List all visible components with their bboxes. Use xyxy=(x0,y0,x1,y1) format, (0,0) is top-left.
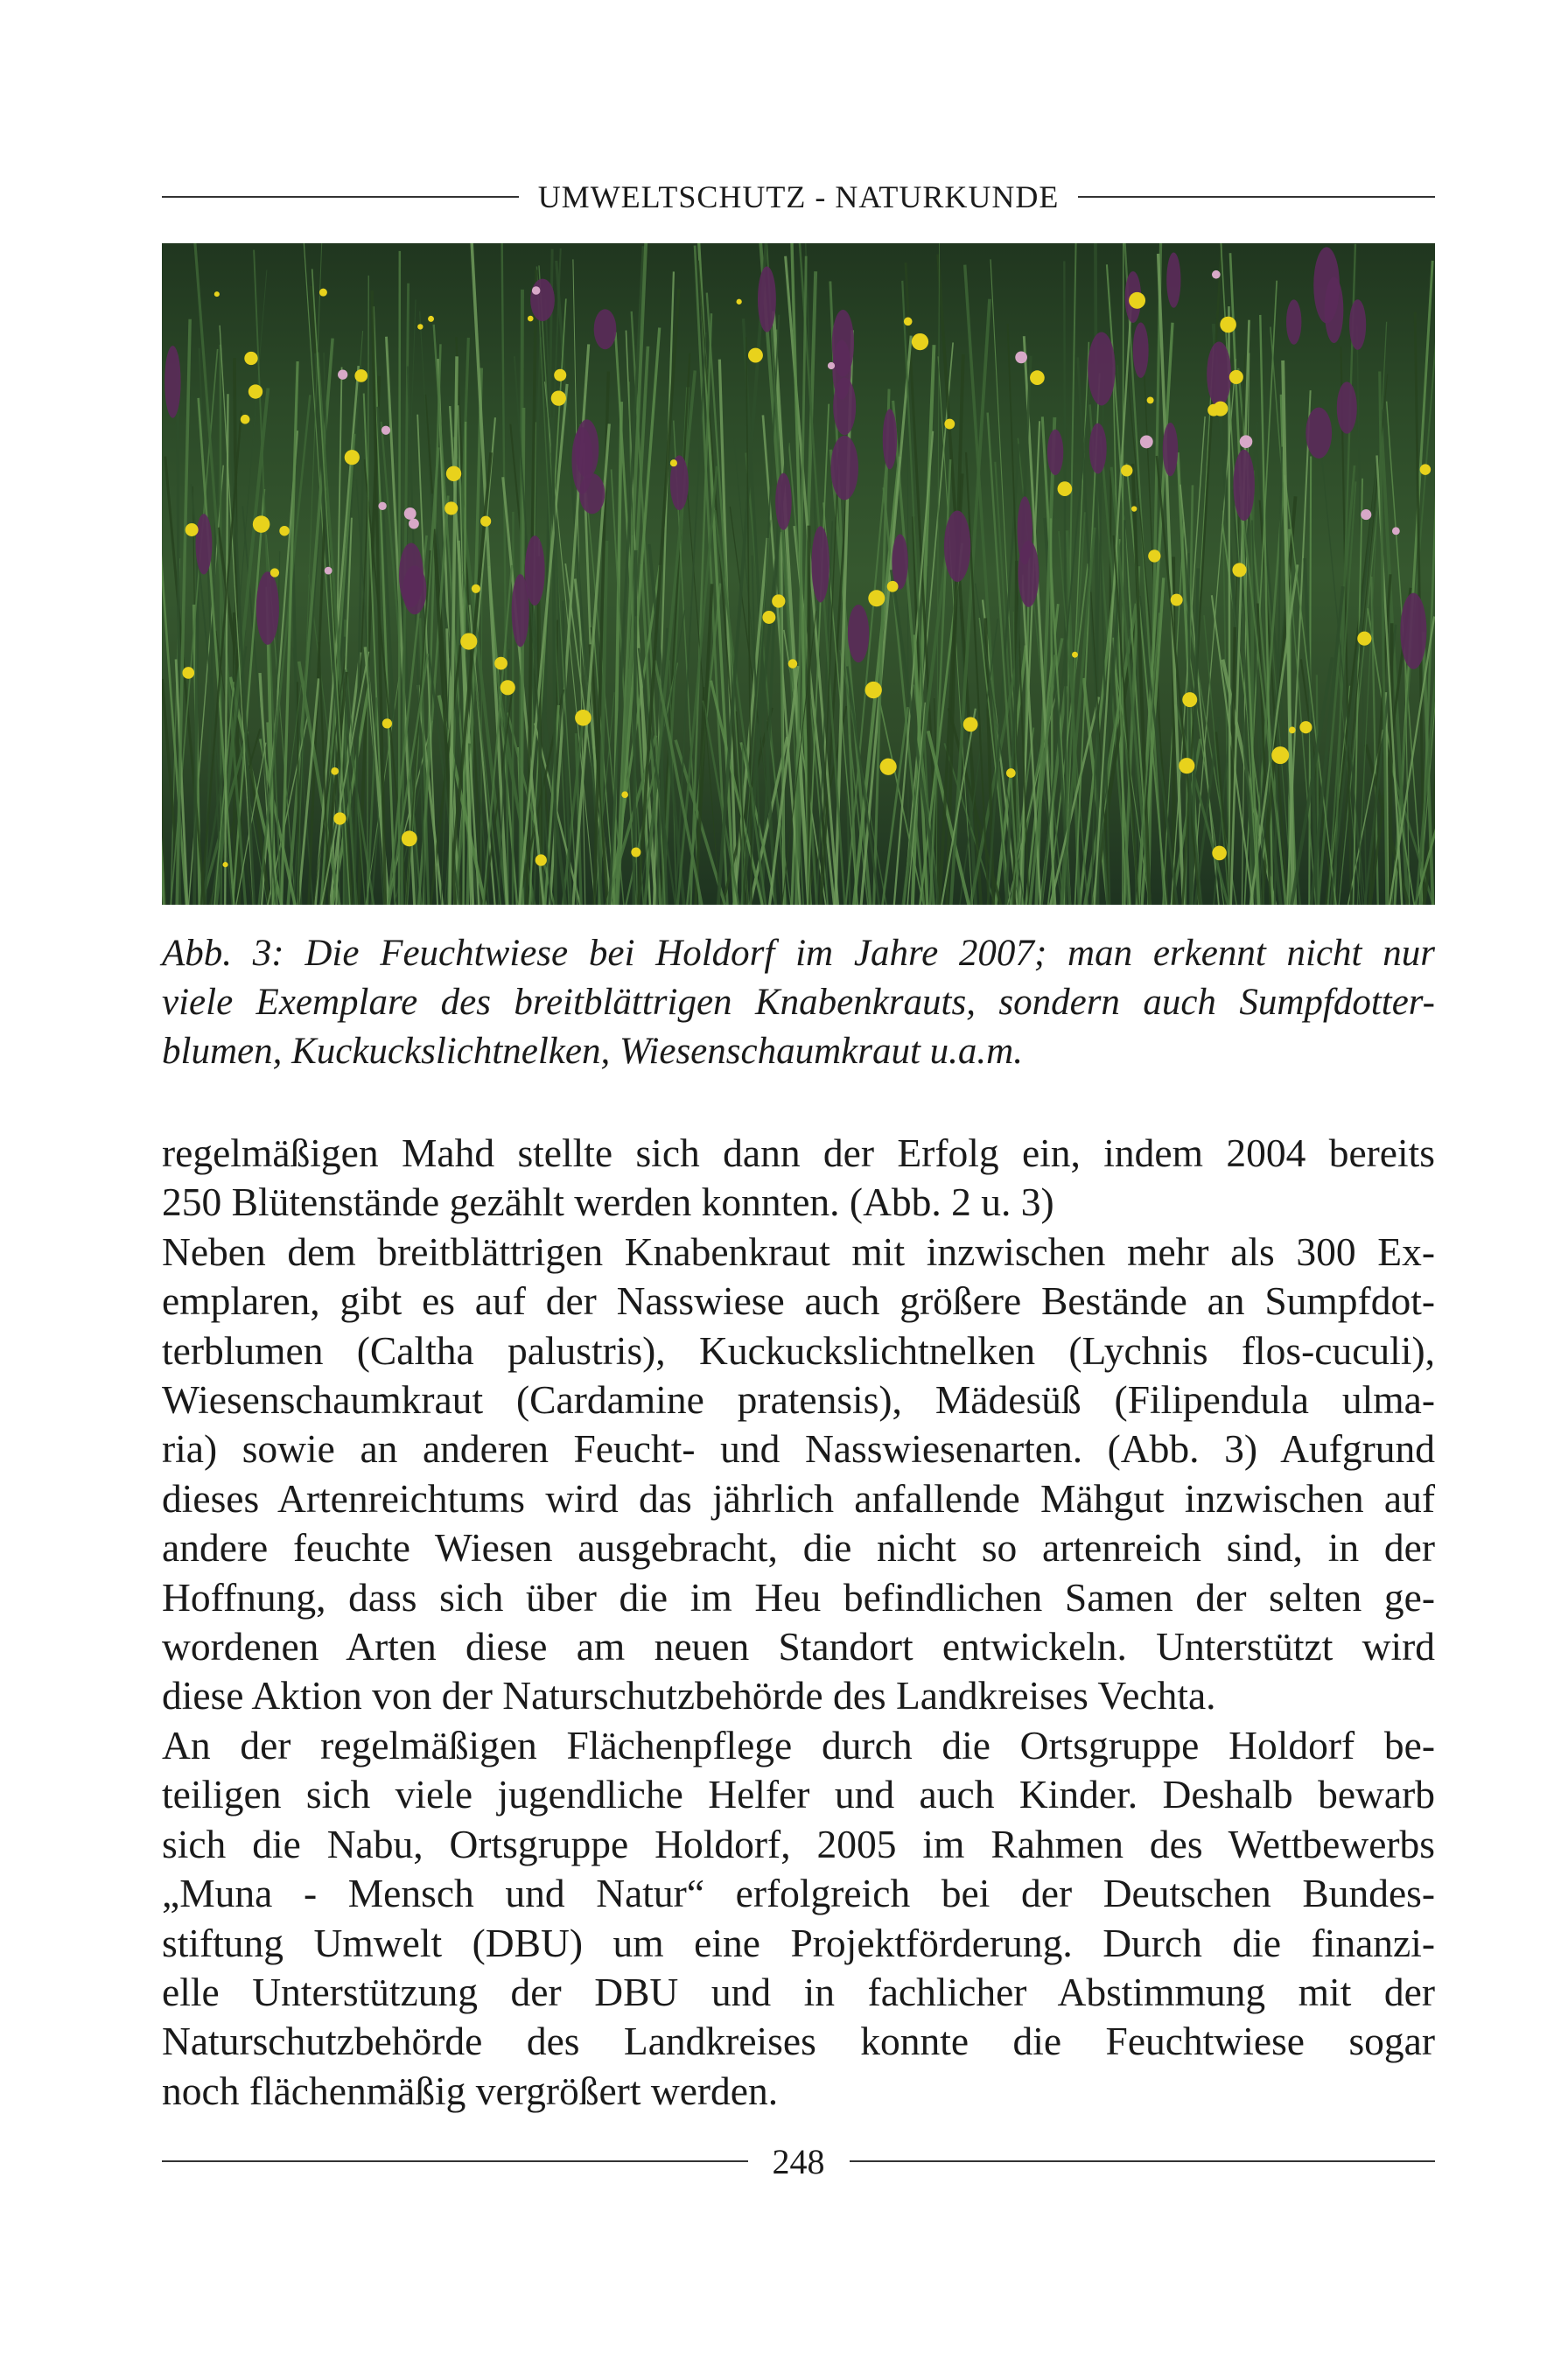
header-title: UMWELTSCHUTZ - NATURKUNDE xyxy=(537,179,1060,214)
orchid-flower xyxy=(164,346,180,418)
buttercup-flower xyxy=(1179,758,1194,774)
text-line: stiftung Umwelt (DBU) um eine Projektförderung. Durch die finanzi- xyxy=(162,1920,1435,1965)
text-line: andere feuchte Wiesen ausgebracht, die nicht so artenreich sind, in der xyxy=(162,1525,1435,1571)
grass-blade xyxy=(883,707,908,905)
text-line: Naturschutzbehörde des Landkreises konnte die Feuchtwiese sogar xyxy=(162,2019,1435,2064)
buttercup-flower xyxy=(621,791,628,798)
buttercup-flower xyxy=(1229,370,1243,384)
orchid-flower xyxy=(775,473,792,530)
buttercup-flower xyxy=(1182,692,1197,707)
buttercup-flower xyxy=(248,384,262,398)
footer-rule-right xyxy=(850,2160,1436,2162)
orchid-flower xyxy=(571,427,592,494)
buttercup-flower xyxy=(670,459,677,466)
grass-blade xyxy=(1390,623,1392,905)
meadow-photo xyxy=(162,243,1435,905)
orchid-flower xyxy=(811,526,830,602)
buttercup-flower xyxy=(748,348,763,363)
buttercup-flower xyxy=(480,516,491,527)
text-line: regelmäßigen Mahd stellte sich dann der Erfolg ein, indem 2004 bereits xyxy=(162,1130,1435,1175)
buttercup-flower xyxy=(222,862,228,867)
orchid-flower xyxy=(1018,496,1032,564)
text-line: Hoffnung, dass sich über die im Heu befindlichen Samen der selten ge- xyxy=(162,1574,1435,1620)
grass-blade xyxy=(1292,657,1332,905)
footer-rule-left xyxy=(162,2160,748,2162)
buttercup-flower xyxy=(868,590,885,606)
buttercup-flower xyxy=(575,710,592,726)
orchid-flower xyxy=(833,378,856,436)
campion-flower xyxy=(404,508,416,520)
campion-flower xyxy=(1240,435,1253,448)
buttercup-flower xyxy=(551,391,566,406)
buttercup-flower xyxy=(1147,396,1154,403)
campion-flower xyxy=(409,519,419,529)
buttercup-flower xyxy=(963,717,978,732)
page-number: 248 xyxy=(772,2141,825,2181)
orchid-flower xyxy=(758,266,776,332)
buttercup-flower xyxy=(1121,465,1132,476)
text-line: diese Aktion von der Naturschutzbehörde des Landkreises Vechta. xyxy=(162,1673,1216,1718)
buttercup-flower xyxy=(1357,632,1371,646)
buttercup-flower xyxy=(402,830,417,846)
orchid-flower xyxy=(1207,341,1231,406)
buttercup-flower xyxy=(1030,370,1045,385)
orchid-flower xyxy=(1166,253,1180,308)
buttercup-flower xyxy=(762,611,775,624)
buttercup-flower xyxy=(1212,846,1227,861)
buttercup-flower xyxy=(331,767,339,775)
buttercup-flower xyxy=(444,501,458,514)
buttercup-flower xyxy=(887,581,899,592)
buttercup-flower xyxy=(494,657,508,670)
campion-flower xyxy=(1361,509,1371,520)
orchid-flower xyxy=(1047,430,1063,475)
orchid-flower xyxy=(1233,450,1254,521)
buttercup-flower xyxy=(1420,464,1431,474)
buttercup-flower xyxy=(186,523,199,536)
text-line: noch flächenmäßig vergrößert werden. xyxy=(162,2068,779,2113)
buttercup-flower xyxy=(1289,727,1296,734)
orchid-flower xyxy=(1088,332,1116,406)
text-line: ria) sowie an anderen Feucht- und Nasswiesenarten. (Abb. 3) Aufgrund xyxy=(162,1426,1435,1472)
orchid-flower xyxy=(1133,322,1149,377)
orchid-flower xyxy=(848,605,869,662)
header-rule-right xyxy=(1078,196,1435,198)
text-line: wordenen Arten diese am neuen Standort entwickeln. Unterstützt wird xyxy=(162,1624,1435,1670)
orchid-flower xyxy=(530,279,555,321)
campion-flower xyxy=(1392,527,1400,535)
grass-blade xyxy=(1173,556,1174,905)
orchid-flower xyxy=(1313,247,1340,323)
buttercup-flower xyxy=(772,594,785,607)
buttercup-flower xyxy=(279,526,289,536)
orchid-flower xyxy=(1089,424,1107,474)
buttercup-flower xyxy=(554,369,566,382)
orchid-flower xyxy=(883,409,897,469)
caption-line: viele Exemplare des breitblättrigen Knabenkrauts, sondern auch Sumpfdotter- xyxy=(162,982,1435,1023)
buttercup-flower xyxy=(428,316,434,322)
grass-blade xyxy=(297,243,322,905)
buttercup-flower xyxy=(631,847,640,857)
grass-blade xyxy=(979,618,1010,905)
orchid-flower xyxy=(1349,299,1366,350)
buttercup-flower xyxy=(1271,746,1289,764)
buttercup-flower xyxy=(865,682,882,698)
buttercup-flower xyxy=(382,718,392,728)
campion-flower xyxy=(828,362,835,369)
text-line: Wiesenschaumkraut (Cardamine pratensis), Mädesüß (Filipendula ulma- xyxy=(162,1377,1435,1423)
text-line: sich die Nabu, Ortsgruppe Holdorf, 2005 im Rahmen des Wettbewerbs xyxy=(162,1821,1435,1866)
meadow-illustration xyxy=(162,243,1435,905)
buttercup-flower xyxy=(1299,721,1312,733)
orchid-flower xyxy=(830,436,858,500)
orchid-flower xyxy=(594,309,617,349)
buttercup-flower xyxy=(500,680,515,695)
orchid-flower xyxy=(1400,593,1426,669)
campion-flower xyxy=(1015,352,1027,364)
buttercup-flower xyxy=(1006,768,1016,778)
buttercup-flower xyxy=(944,419,955,430)
buttercup-flower xyxy=(241,415,250,424)
buttercup-flower xyxy=(417,324,423,329)
buttercup-flower xyxy=(1148,550,1160,562)
text-line: emplaren, gibt es auf der Nasswiese auch größere Bestände an Sumpfdot- xyxy=(162,1278,1435,1324)
campion-flower xyxy=(338,370,347,380)
figure-caption xyxy=(162,929,1435,1076)
orchid-flower xyxy=(1163,423,1178,476)
body-text xyxy=(162,1129,1435,2116)
buttercup-flower xyxy=(1072,652,1078,658)
orchid-flower xyxy=(1306,408,1332,458)
campion-flower xyxy=(382,426,390,435)
buttercup-flower xyxy=(354,369,368,382)
campion-flower xyxy=(378,502,386,510)
orchid-flower xyxy=(399,542,424,607)
buttercup-flower xyxy=(880,759,897,775)
orchid-flower xyxy=(1337,382,1357,433)
campion-flower xyxy=(532,286,541,295)
buttercup-flower xyxy=(1171,594,1183,606)
orchid-flower xyxy=(944,511,970,582)
text-line: „Muna - Mensch und Natur“ erfolgreich bei der Deutschen Bundes- xyxy=(162,1871,1435,1916)
buttercup-flower xyxy=(528,316,534,322)
buttercup-flower xyxy=(333,812,346,824)
grass-blade xyxy=(741,520,771,905)
orchid-flower xyxy=(195,514,212,574)
buttercup-flower xyxy=(1058,481,1073,496)
buttercup-flower xyxy=(1129,292,1145,309)
buttercup-flower xyxy=(345,450,360,465)
buttercup-flower xyxy=(904,318,913,326)
campion-flower xyxy=(1140,435,1153,448)
buttercup-flower xyxy=(270,568,279,577)
buttercup-flower xyxy=(182,667,194,679)
buttercup-flower xyxy=(214,291,220,297)
buttercup-flower xyxy=(319,289,327,297)
caption-line: Abb. 3: Die Feuchtwiese bei Holdorf im Jahre 2007; man erkennt nicht nur xyxy=(162,933,1435,974)
buttercup-flower xyxy=(1208,404,1220,416)
header-rule-left xyxy=(162,196,519,198)
text-line: 250 Blütenstände gezählt werden konnten. (Abb. 2 u. 3) xyxy=(162,1180,1054,1225)
text-line: teiligen sich viele jugendliche Helfer und auch Kinder. Deshalb bewarb xyxy=(162,1772,1435,1817)
orchid-flower xyxy=(1286,299,1301,344)
buttercup-flower xyxy=(253,515,270,533)
running-header xyxy=(162,171,1435,223)
caption-line: blumen, Kuckuckslichtnelken, Wiesenschaumkraut u.a.m. xyxy=(162,1031,1023,1072)
buttercup-flower xyxy=(446,466,461,481)
orchid-flower xyxy=(512,574,529,647)
buttercup-flower xyxy=(737,299,742,304)
buttercup-flower xyxy=(912,333,928,350)
orchid-flower xyxy=(892,535,908,590)
text-line: An der regelmäßigen Flächenpflege durch die Ortsgruppe Holdorf be- xyxy=(162,1722,1435,1768)
grass-blade xyxy=(874,389,889,905)
orchid-flower xyxy=(832,310,854,377)
buttercup-flower xyxy=(1131,506,1137,511)
buttercup-flower xyxy=(1232,563,1246,577)
text-line: dieses Artenreichtums wird das jährlich anfallende Mähgut inzwischen auf xyxy=(162,1475,1435,1521)
campion-flower xyxy=(325,567,332,575)
text-line: elle Unterstützung der DBU und in fachlicher Abstimmung mit der xyxy=(162,1969,1435,2014)
buttercup-flower xyxy=(1220,317,1236,333)
text-line: terblumen (Caltha palustris), Kuckuckslichtnelken (Lychnis flos-cuculi), xyxy=(162,1327,1435,1373)
campion-flower xyxy=(1212,270,1221,279)
buttercup-flower xyxy=(460,633,477,649)
buttercup-flower xyxy=(244,352,257,365)
text-line: Neben dem breitblättrigen Knabenkraut mit inzwischen mehr als 300 Ex- xyxy=(162,1228,1435,1274)
buttercup-flower xyxy=(536,854,547,865)
buttercup-flower xyxy=(788,659,798,668)
page-footer xyxy=(162,2135,1435,2188)
buttercup-flower xyxy=(472,584,480,593)
orchid-flower xyxy=(256,571,279,645)
